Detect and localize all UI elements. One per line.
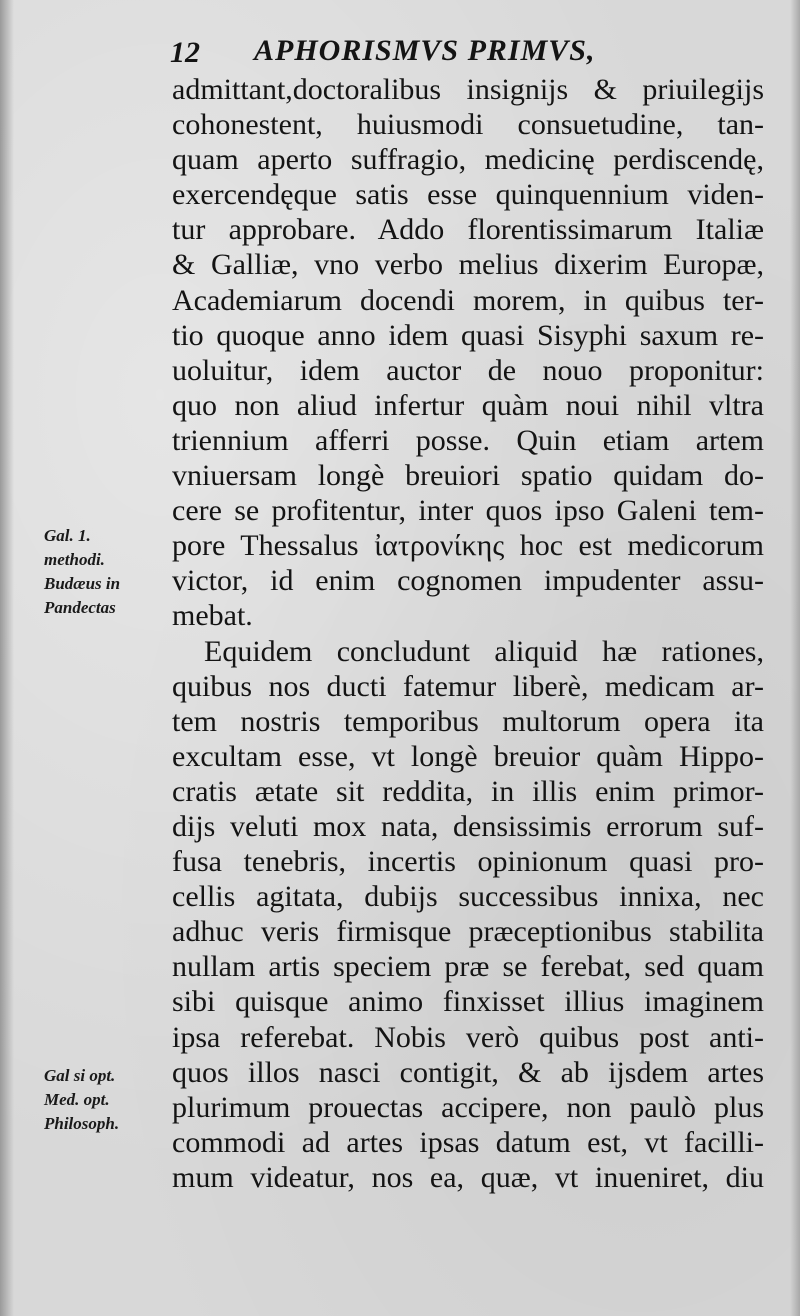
marginal-line: Med. opt. [44,1090,110,1109]
text-line: exercendęque satis esse quinquennium viden- [172,178,764,212]
marginal-line: Gal si opt. [44,1066,116,1085]
text-line: ipsa referebat. Nobis verò quibus post anti- [172,1020,764,1054]
text-line: cratis ætate sit reddita, in illis enim primor- [172,774,764,808]
running-head: APHORISMVS PRIMVS, [254,34,596,67]
page-header [170,30,770,74]
marginal-line: Pandectas [44,598,116,617]
text-line: quo non aliud infertur quàm noui nihil vltra [172,388,764,422]
main-text-block [172,72,764,1195]
text-line: cellis agitata, dubijs successibus innixa, nec [172,880,764,914]
text-line: & Galliæ, vno verbo melius dixerim Europæ, [172,248,764,282]
text-line: sibi quisque animo finxisset illius imaginem [172,985,764,1019]
marginal-note-galen-optimus [44,1064,119,1136]
marginal-line: Gal. 1. [44,526,91,545]
text-line: Academiarum docendi morem, in quibus ter- [172,283,764,317]
text-line: dijs veluti mox nata, densissimis errorum suf- [172,809,764,843]
text-line: fusa tenebris, incertis opinionum quasi pro- [172,845,764,879]
text-line: uoluitur, idem auctor de nouo proponitur: [172,353,764,387]
text-line: commodi ad artes ipsas datum est, vt facilli- [172,1125,764,1159]
text-line: admittant,doctoralibus insignijs & priuilegijs [172,73,764,106]
text-line: excultam esse, vt longè breuior quàm Hippo- [172,739,764,773]
page-edge-shadow-right [790,0,800,1316]
text-line: quos illos nasci contigit, & ab ijsdem artes [172,1055,764,1089]
text-line: vniuersam longè breuiori spatio quidam do- [172,459,764,493]
page-number: 12 [170,36,200,69]
text-line: cohonestent, huiusmodi consuetudine, tan- [172,108,764,142]
marginal-line: Philosoph. [44,1114,120,1133]
paragraph-first-line: Equidem concludunt aliquid hæ rationes, [204,634,764,668]
text-line: victor, id enim cognomen impudenter assu- [172,564,764,598]
page-edge-shadow-left [0,0,14,1316]
text-line: adhuc veris firmisque præceptionibus stabilita [172,915,764,949]
text-line: plurimum prouectas accipere, non paulò plus [172,1090,764,1124]
text-line: triennium afferri posse. Quin etiam artem [172,423,764,457]
text-line: mum videatur, nos ea, quæ, vt inueniret, diu [172,1160,764,1194]
text-line: pore Thessalus ἰατρονίκης hoc est medicorum [172,529,764,563]
text-line: tem nostris temporibus multorum opera ita [172,704,764,738]
text-line: tio quoque anno idem quasi Sisyphi saxum re- [172,318,764,352]
text-line: quibus nos ducti fatemur liberè, medicam ar- [172,669,764,703]
text-line: quam aperto suffragio, medicinę perdiscendę, [172,143,764,177]
text-line: cere se profitentur, inter quos ipso Galeni tem- [172,494,764,528]
marginal-line: methodi. [44,550,105,569]
text-line: tur approbare. Addo florentissimarum Italiæ [172,213,764,247]
text-line: nullam artis speciem præ se ferebat, sed quam [172,950,764,984]
marginal-note-galen-methodi [44,524,120,620]
marginal-line: Budæus in [44,574,121,593]
paragraph-end-line: mebat. [172,599,253,633]
